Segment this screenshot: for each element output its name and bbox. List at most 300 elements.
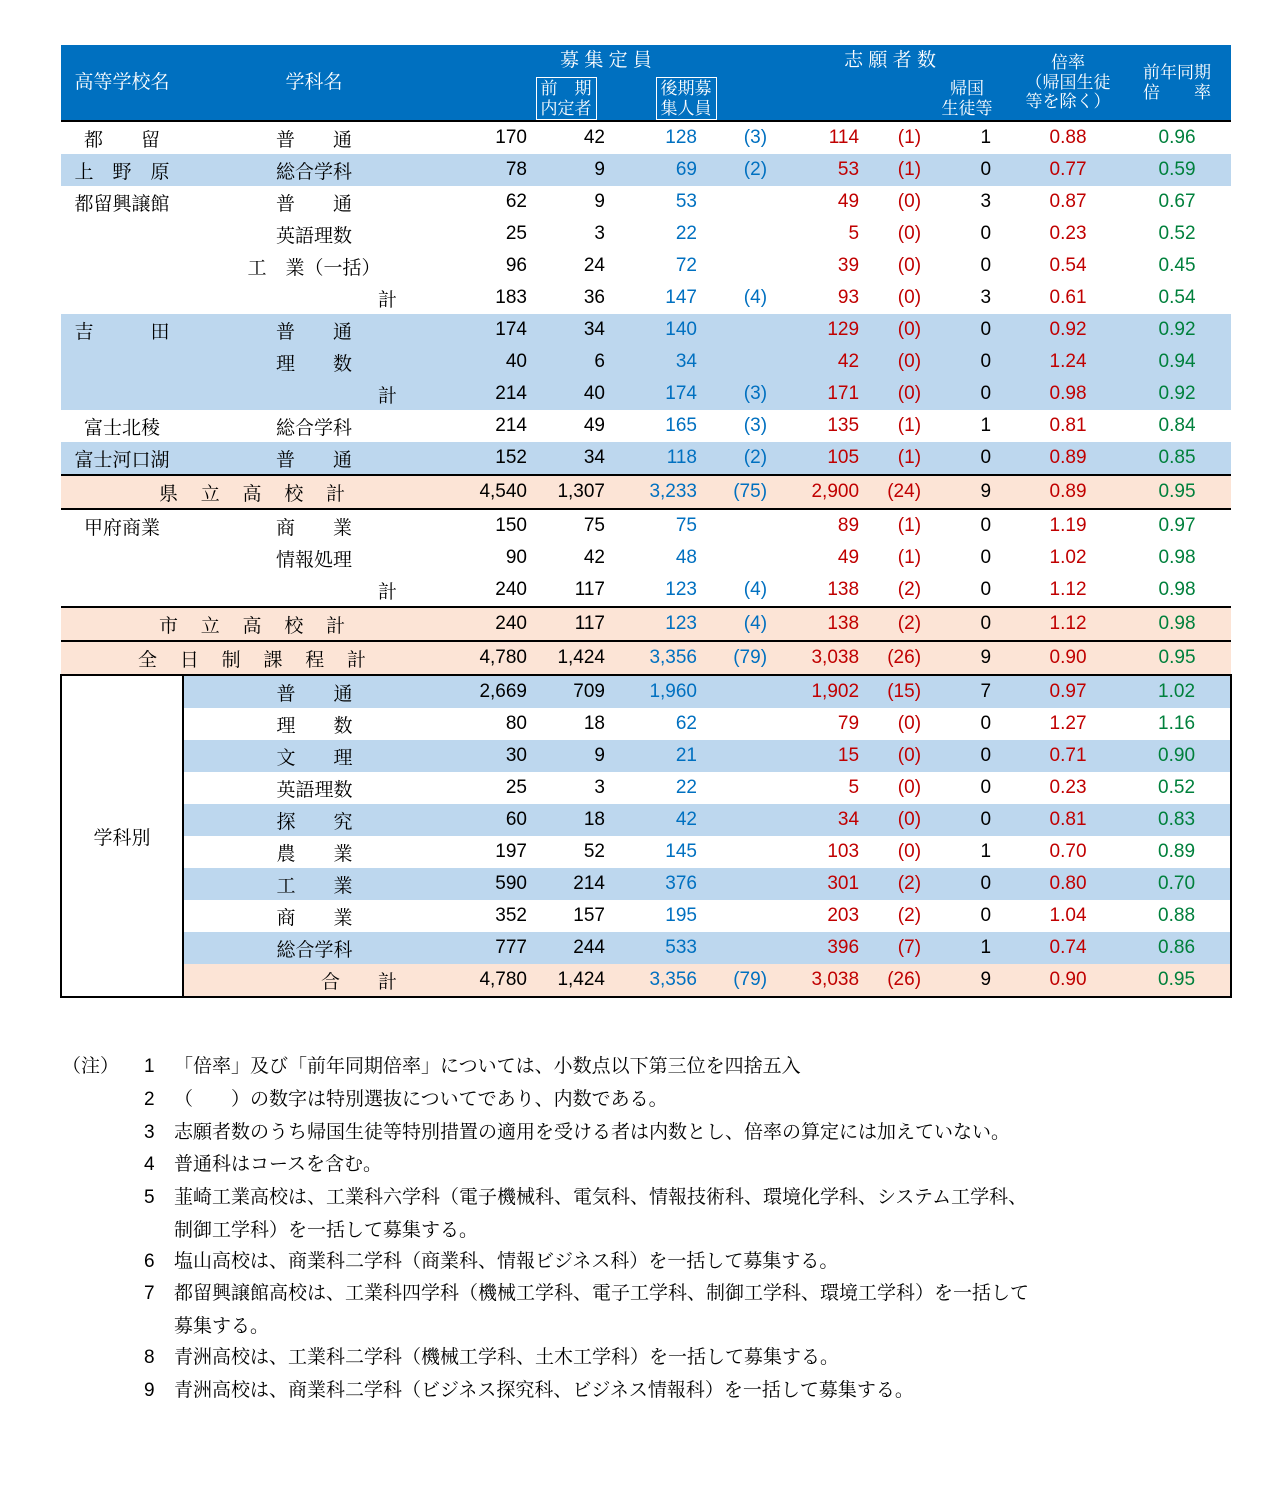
table-row-by-department	[61, 675, 1231, 708]
row-returnee: 0	[921, 509, 1013, 542]
row-capacity-early: 18	[527, 708, 605, 740]
row-capacity-early: 49	[527, 410, 605, 442]
by-department-label: 学科別	[61, 675, 183, 997]
row-prev-ratio: 0.95	[1123, 641, 1231, 675]
row-school-name: 富士北稜	[61, 410, 183, 442]
row-capacity-late: 118	[605, 442, 697, 475]
row-prev-ratio: 0.70	[1123, 868, 1231, 900]
row-capacity-late-special: (4)	[697, 282, 767, 314]
row-capacity-early: 117	[527, 607, 605, 641]
table-row-by-department	[61, 708, 1231, 740]
row-applicants: 138	[767, 607, 859, 641]
row-capacity-late-special: (2)	[697, 442, 767, 475]
row-ratio: 0.90	[1013, 641, 1123, 675]
header-prev-ratio	[1123, 45, 1231, 121]
table-row-by-department	[61, 772, 1231, 804]
row-department-name: 情報処理	[183, 542, 445, 574]
row-capacity-late: 3,233	[605, 475, 697, 509]
row-department-name: 理 数	[183, 708, 445, 740]
row-school-name	[61, 346, 183, 378]
header-school: 高等学校名	[61, 45, 183, 121]
row-total-label: 県 立 高 校 計	[61, 475, 445, 509]
row-capacity-late: 62	[605, 708, 697, 740]
note-number: 8	[144, 1346, 155, 1368]
row-department-name: 探 究	[183, 804, 445, 836]
table-row	[61, 442, 1231, 475]
header-capacity-late-line2: 集人員	[660, 98, 712, 118]
row-applicants: 105	[767, 442, 859, 475]
row-applicants: 5	[767, 772, 859, 804]
row-ratio: 1.24	[1013, 346, 1123, 378]
note-number: 9	[144, 1379, 155, 1401]
note-item	[62, 1085, 1242, 1116]
row-department-name: 普 通	[183, 186, 445, 218]
row-capacity-late-special: (79)	[697, 964, 767, 997]
row-capacity-total: 240	[445, 574, 527, 607]
row-ratio: 0.23	[1013, 218, 1123, 250]
row-capacity-early: 244	[527, 932, 605, 964]
row-capacity-total: 590	[445, 868, 527, 900]
header-capacity-total	[445, 77, 527, 121]
row-capacity-late: 165	[605, 410, 697, 442]
note-item	[62, 1150, 1242, 1181]
row-capacity-early: 214	[527, 868, 605, 900]
row-capacity-early: 52	[527, 836, 605, 868]
row-department-name: 英語理数	[183, 772, 445, 804]
header-returnee-line1: 帰国	[950, 79, 985, 98]
row-returnee: 0	[921, 154, 1013, 186]
row-capacity-early: 1,307	[527, 475, 605, 509]
row-capacity-late: 3,356	[605, 964, 697, 997]
row-capacity-late-special	[697, 346, 767, 378]
row-capacity-late: 22	[605, 218, 697, 250]
table-row	[61, 121, 1231, 154]
row-capacity-early: 40	[527, 378, 605, 410]
row-returnee: 0	[921, 607, 1013, 641]
note-item	[62, 1052, 1242, 1083]
table-row	[61, 250, 1231, 282]
row-prev-ratio: 0.90	[1123, 740, 1231, 772]
row-applicants-special: (1)	[859, 542, 921, 574]
row-returnee: 1	[921, 836, 1013, 868]
table-body	[61, 121, 1231, 997]
row-ratio: 1.27	[1013, 708, 1123, 740]
row-prev-ratio: 0.83	[1123, 804, 1231, 836]
row-department-name: 商 業	[183, 509, 445, 542]
row-capacity-late: 123	[605, 607, 697, 641]
row-ratio: 0.71	[1013, 740, 1123, 772]
row-applicants-special: (24)	[859, 475, 921, 509]
row-department-name: 総合学科	[183, 410, 445, 442]
row-school-name: 吉 田	[61, 314, 183, 346]
row-applicants-special: (0)	[859, 804, 921, 836]
header-capacity-early-line2: 内定者	[540, 98, 592, 118]
row-ratio: 0.80	[1013, 868, 1123, 900]
row-capacity-late: 42	[605, 804, 697, 836]
row-capacity-early: 1,424	[527, 641, 605, 675]
row-ratio: 0.97	[1013, 675, 1123, 708]
row-capacity-total: 152	[445, 442, 527, 475]
row-capacity-total: 4,780	[445, 964, 527, 997]
row-applicants: 53	[767, 154, 859, 186]
row-capacity-late: 48	[605, 542, 697, 574]
row-returnee: 0	[921, 900, 1013, 932]
header-returnee	[921, 77, 1013, 121]
row-capacity-total: 25	[445, 772, 527, 804]
row-applicants-special: (0)	[859, 314, 921, 346]
row-department-name: 工 業	[183, 868, 445, 900]
note-number: 4	[144, 1154, 155, 1176]
row-department-name: 計	[183, 378, 445, 410]
header-capacity-late-line1: 後期募	[660, 79, 712, 98]
row-returnee: 9	[921, 475, 1013, 509]
row-applicants: 49	[767, 542, 859, 574]
row-capacity-late-special	[697, 868, 767, 900]
row-applicants-special: (15)	[859, 675, 921, 708]
row-capacity-late-special: (3)	[697, 378, 767, 410]
row-capacity-early: 9	[527, 186, 605, 218]
table-row	[61, 314, 1231, 346]
row-capacity-total: 150	[445, 509, 527, 542]
row-prev-ratio: 0.54	[1123, 282, 1231, 314]
note-text: （ ）の数字は特別選抜についてであり、内数である。	[174, 1088, 668, 1110]
header-capacity-early	[527, 77, 605, 121]
header-ratio	[1013, 45, 1123, 121]
header-ratio-line3: 等を除く）	[1025, 92, 1111, 112]
row-capacity-late: 69	[605, 154, 697, 186]
table-row-by-department	[61, 836, 1231, 868]
row-ratio: 1.12	[1013, 607, 1123, 641]
note-text: 青洲高校は、工業科二学科（機械工学科、土木工学科）を一括して募集する。	[174, 1346, 840, 1368]
row-capacity-late: 140	[605, 314, 697, 346]
row-capacity-late-special	[697, 314, 767, 346]
row-capacity-total: 777	[445, 932, 527, 964]
row-applicants-special: (2)	[859, 607, 921, 641]
row-returnee: 1	[921, 932, 1013, 964]
row-capacity-late: 75	[605, 509, 697, 542]
row-capacity-early: 3	[527, 772, 605, 804]
row-capacity-total: 4,780	[445, 641, 527, 675]
row-capacity-late-special	[697, 186, 767, 218]
row-department-name: 普 通	[183, 121, 445, 154]
table-row	[61, 641, 1231, 675]
row-capacity-total: 40	[445, 346, 527, 378]
row-school-name	[61, 282, 183, 314]
row-prev-ratio: 0.84	[1123, 410, 1231, 442]
row-capacity-total: 214	[445, 410, 527, 442]
row-applicants: 79	[767, 708, 859, 740]
header-returnee-line2: 生徒等	[941, 98, 993, 118]
row-applicants: 89	[767, 509, 859, 542]
note-number: 5	[144, 1187, 155, 1209]
row-capacity-total: 62	[445, 186, 527, 218]
row-school-name	[61, 250, 183, 282]
row-applicants-special: (0)	[859, 836, 921, 868]
row-capacity-early: 18	[527, 804, 605, 836]
row-capacity-early: 42	[527, 121, 605, 154]
row-returnee: 3	[921, 186, 1013, 218]
row-applicants: 3,038	[767, 641, 859, 675]
row-applicants: 93	[767, 282, 859, 314]
row-prev-ratio: 0.95	[1123, 964, 1231, 997]
header-capacity-late	[605, 77, 767, 121]
row-capacity-late-special	[697, 772, 767, 804]
header-department: 学科名	[183, 45, 445, 121]
row-capacity-total: 30	[445, 740, 527, 772]
row-capacity-late-special: (3)	[697, 410, 767, 442]
row-applicants-special: (1)	[859, 442, 921, 475]
row-capacity-early: 709	[527, 675, 605, 708]
row-prev-ratio: 0.97	[1123, 509, 1231, 542]
row-returnee: 0	[921, 218, 1013, 250]
row-capacity-late-special: (79)	[697, 641, 767, 675]
row-capacity-late-special	[697, 740, 767, 772]
row-school-name: 富士河口湖	[61, 442, 183, 475]
row-capacity-total: 197	[445, 836, 527, 868]
row-capacity-total: 174	[445, 314, 527, 346]
note-number: 2	[144, 1088, 155, 1110]
row-applicants: 3,038	[767, 964, 859, 997]
row-school-name	[61, 378, 183, 410]
row-capacity-late-special	[697, 675, 767, 708]
row-capacity-late: 34	[605, 346, 697, 378]
row-applicants: 49	[767, 186, 859, 218]
row-applicants-special: (26)	[859, 641, 921, 675]
row-capacity-early: 9	[527, 154, 605, 186]
table-row	[61, 282, 1231, 314]
header-applicants: 志 願 者 数	[767, 45, 1013, 77]
row-ratio: 0.61	[1013, 282, 1123, 314]
row-capacity-total: 2,669	[445, 675, 527, 708]
note-text: 青洲高校は、商業科二学科（ビジネス探究科、ビジネス情報科）を一括して募集する。	[174, 1379, 914, 1401]
row-returnee: 1	[921, 410, 1013, 442]
note-text: 塩山高校は、商業科二学科（商業科、情報ビジネス科）を一括して募集する。	[174, 1250, 839, 1272]
header-row-1	[61, 45, 1231, 77]
row-applicants-special: (0)	[859, 378, 921, 410]
row-prev-ratio: 0.92	[1123, 378, 1231, 410]
row-prev-ratio: 0.86	[1123, 932, 1231, 964]
row-ratio: 0.81	[1013, 410, 1123, 442]
row-applicants-special: (0)	[859, 250, 921, 282]
row-applicants: 171	[767, 378, 859, 410]
note-lead: （注）	[62, 1056, 120, 1077]
row-capacity-late: 21	[605, 740, 697, 772]
row-capacity-late-special	[697, 804, 767, 836]
row-prev-ratio: 1.02	[1123, 675, 1231, 708]
note-text: 都留興譲館高校は、工業科四学科（機械工学科、電子工学科、制御工学科、環境工学科）を一括して	[174, 1283, 1030, 1305]
note-text: 韮崎工業高校は、工業科六学科（電子機械科、電気科、情報技術科、環境化学科、システム工学科、	[174, 1187, 1028, 1209]
row-applicants: 396	[767, 932, 859, 964]
row-capacity-late-special	[697, 542, 767, 574]
row-prev-ratio: 0.89	[1123, 836, 1231, 868]
row-capacity-late-special: (4)	[697, 607, 767, 641]
row-applicants-special: (1)	[859, 121, 921, 154]
header-capacity-early-line1: 前 期	[540, 79, 592, 98]
row-capacity-late: 1,960	[605, 675, 697, 708]
row-capacity-early: 34	[527, 442, 605, 475]
row-applicants-special: (0)	[859, 186, 921, 218]
row-applicants: 39	[767, 250, 859, 282]
row-department-name: 文 理	[183, 740, 445, 772]
row-returnee: 1	[921, 121, 1013, 154]
row-ratio: 0.90	[1013, 964, 1123, 997]
row-capacity-early: 24	[527, 250, 605, 282]
note-text-continued: 制御工学科）を一括して募集する。	[174, 1219, 479, 1241]
row-capacity-total: 96	[445, 250, 527, 282]
row-ratio: 0.88	[1013, 121, 1123, 154]
row-capacity-early: 36	[527, 282, 605, 314]
row-applicants: 135	[767, 410, 859, 442]
row-returnee: 9	[921, 641, 1013, 675]
row-applicants: 2,900	[767, 475, 859, 509]
row-department-name: 理 数	[183, 346, 445, 378]
row-applicants-special: (0)	[859, 708, 921, 740]
row-total-label: 全 日 制 課 程 計	[61, 641, 445, 675]
note-number: 1	[144, 1056, 155, 1077]
row-ratio: 1.12	[1013, 574, 1123, 607]
row-applicants-special: (2)	[859, 868, 921, 900]
row-capacity-late-special: (75)	[697, 475, 767, 509]
row-returnee: 7	[921, 675, 1013, 708]
row-capacity-late: 72	[605, 250, 697, 282]
table-row	[61, 186, 1231, 218]
row-applicants: 138	[767, 574, 859, 607]
header-prev-line1: 前年同期	[1143, 63, 1212, 82]
header-capacity: 募 集 定 員	[445, 45, 767, 77]
row-returnee: 0	[921, 346, 1013, 378]
row-applicants-special: (1)	[859, 509, 921, 542]
row-ratio: 0.81	[1013, 804, 1123, 836]
row-returnee: 0	[921, 804, 1013, 836]
header-applicants-blank	[767, 77, 921, 121]
row-capacity-late: 147	[605, 282, 697, 314]
row-capacity-early: 9	[527, 740, 605, 772]
row-capacity-late-special	[697, 218, 767, 250]
row-school-name	[61, 542, 183, 574]
row-capacity-early: 6	[527, 346, 605, 378]
row-applicants-special: (0)	[859, 740, 921, 772]
row-capacity-late: 3,356	[605, 641, 697, 675]
row-returnee: 0	[921, 442, 1013, 475]
header-ratio-line2: （帰国生徒	[1025, 72, 1111, 92]
row-school-name: 都留興譲館	[61, 186, 183, 218]
row-returnee: 0	[921, 868, 1013, 900]
row-capacity-total: 214	[445, 378, 527, 410]
table-row	[61, 542, 1231, 574]
row-applicants-special: (1)	[859, 154, 921, 186]
row-capacity-late: 145	[605, 836, 697, 868]
table-row	[61, 509, 1231, 542]
row-ratio: 0.98	[1013, 378, 1123, 410]
row-department-name: 合 計	[183, 964, 445, 997]
row-capacity-early: 42	[527, 542, 605, 574]
row-applicants-special: (7)	[859, 932, 921, 964]
table-row	[61, 475, 1231, 509]
row-returnee: 3	[921, 282, 1013, 314]
row-prev-ratio: 0.98	[1123, 542, 1231, 574]
row-prev-ratio: 0.88	[1123, 900, 1231, 932]
row-department-name: 普 通	[183, 314, 445, 346]
row-ratio: 0.54	[1013, 250, 1123, 282]
row-prev-ratio: 0.98	[1123, 574, 1231, 607]
row-capacity-total: 4,540	[445, 475, 527, 509]
row-prev-ratio: 0.52	[1123, 218, 1231, 250]
note-number: 7	[144, 1283, 155, 1305]
note-item	[62, 1279, 1242, 1310]
row-capacity-total: 170	[445, 121, 527, 154]
note-item	[62, 1247, 1242, 1278]
row-applicants-special: (2)	[859, 574, 921, 607]
row-department-name: 計	[183, 282, 445, 314]
row-capacity-total: 90	[445, 542, 527, 574]
table-row	[61, 574, 1231, 607]
row-applicants: 301	[767, 868, 859, 900]
row-ratio: 1.19	[1013, 509, 1123, 542]
note-text: 「倍率」及び「前年同期倍率」については、小数点以下第三位を四捨五入	[174, 1056, 801, 1077]
admissions-table	[60, 45, 1232, 998]
row-prev-ratio: 0.67	[1123, 186, 1231, 218]
row-capacity-total: 25	[445, 218, 527, 250]
row-applicants-special: (2)	[859, 900, 921, 932]
table-row-by-department	[61, 964, 1231, 997]
row-returnee: 0	[921, 314, 1013, 346]
row-capacity-late-special: (3)	[697, 121, 767, 154]
row-prev-ratio: 0.85	[1123, 442, 1231, 475]
row-ratio: 0.70	[1013, 836, 1123, 868]
row-capacity-late: 22	[605, 772, 697, 804]
row-returnee: 0	[921, 542, 1013, 574]
row-returnee: 0	[921, 740, 1013, 772]
row-capacity-late-special	[697, 900, 767, 932]
row-prev-ratio: 0.45	[1123, 250, 1231, 282]
row-prev-ratio: 0.96	[1123, 121, 1231, 154]
row-returnee: 0	[921, 708, 1013, 740]
row-capacity-early: 3	[527, 218, 605, 250]
row-capacity-late-special: (2)	[697, 154, 767, 186]
row-department-name: 農 業	[183, 836, 445, 868]
row-capacity-late: 533	[605, 932, 697, 964]
note-item	[62, 1376, 1242, 1407]
row-prev-ratio: 0.52	[1123, 772, 1231, 804]
table-row	[61, 346, 1231, 378]
row-returnee: 0	[921, 772, 1013, 804]
row-prev-ratio: 0.92	[1123, 314, 1231, 346]
row-returnee: 0	[921, 378, 1013, 410]
row-capacity-late: 195	[605, 900, 697, 932]
row-department-name: 総合学科	[183, 154, 445, 186]
row-returnee: 0	[921, 250, 1013, 282]
row-school-name	[61, 218, 183, 250]
row-capacity-late-special	[697, 932, 767, 964]
row-capacity-late: 53	[605, 186, 697, 218]
row-applicants: 15	[767, 740, 859, 772]
row-applicants: 1,902	[767, 675, 859, 708]
row-ratio: 0.74	[1013, 932, 1123, 964]
row-capacity-late: 174	[605, 378, 697, 410]
note-text: 普通科はコースを含む。	[174, 1154, 383, 1176]
table-row	[61, 378, 1231, 410]
row-applicants: 114	[767, 121, 859, 154]
table-header	[61, 45, 1231, 121]
row-returnee: 9	[921, 964, 1013, 997]
row-applicants: 42	[767, 346, 859, 378]
row-capacity-late-special	[697, 509, 767, 542]
row-capacity-late-special: (4)	[697, 574, 767, 607]
row-ratio: 0.89	[1013, 442, 1123, 475]
row-capacity-early: 1,424	[527, 964, 605, 997]
note-item	[62, 1183, 1242, 1214]
row-ratio: 1.04	[1013, 900, 1123, 932]
